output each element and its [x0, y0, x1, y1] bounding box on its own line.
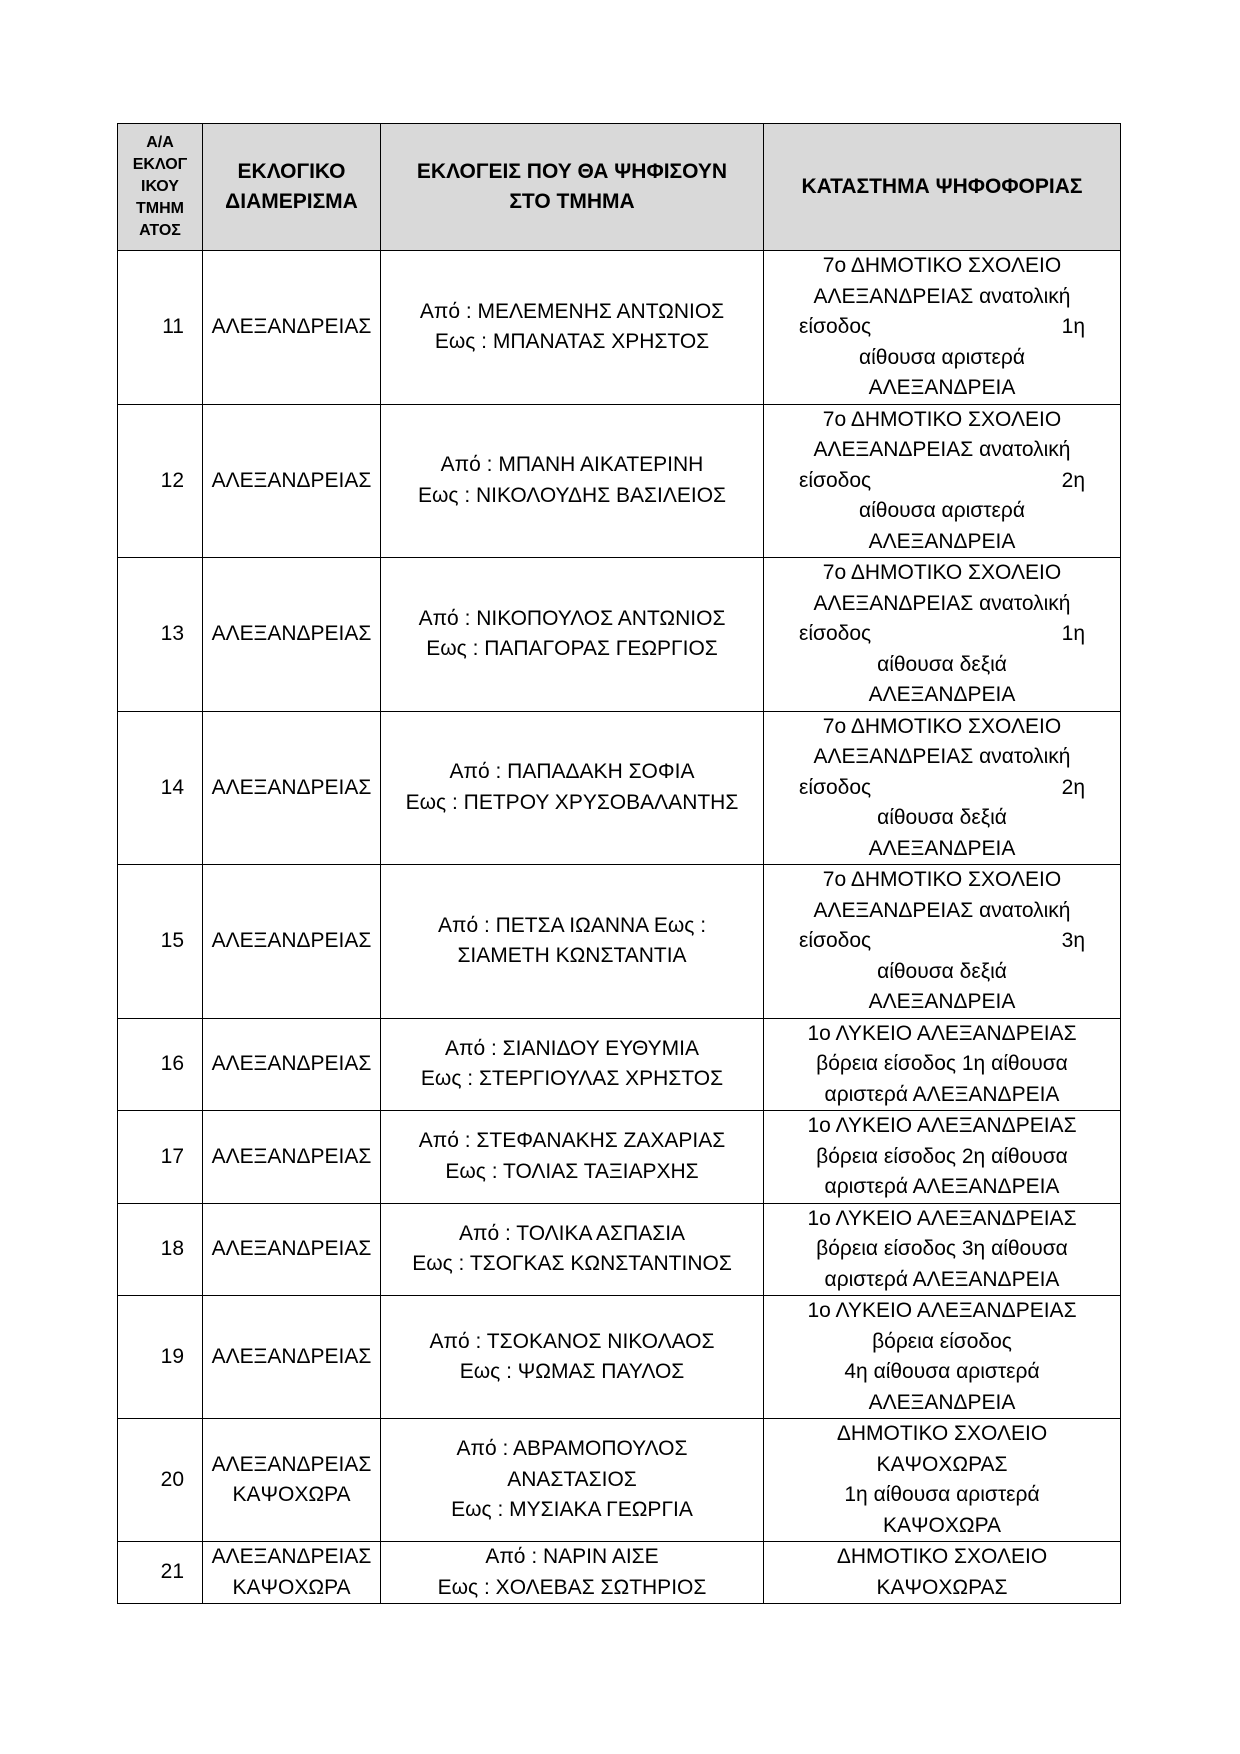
cell-line: 4η αίθουσα αριστερά: [844, 1360, 1040, 1383]
cell-line: ΑΛΕΞΑΝΔΡΕΙΑΣ: [211, 1344, 372, 1368]
cell-line: ΣΤΟ ΤΜΗΜΑ: [509, 190, 635, 213]
table-row: [118, 1419, 1121, 1542]
cell-station: [764, 1419, 1121, 1542]
header-aa: [118, 124, 203, 251]
cell-station: [764, 711, 1121, 865]
cell-district: [203, 711, 381, 865]
cell-line: ΑΛΕΞΑΝΔΡΕΙΑ: [868, 529, 1016, 553]
cell-line: Από : ΤΣΟΚΑΝΟΣ ΝΙΚΟΛΑΟΣ: [429, 1329, 715, 1353]
cell-district: [203, 404, 381, 558]
cell-line: Από : ΤΟΛΙΚΑ ΑΣΠΑΣΙΑ: [458, 1221, 686, 1245]
cell-line: ΑΝΑΣΤΑΣΙΟΣ: [507, 1467, 637, 1491]
cell-line: ΑΛΕΞΑΝΔΡΕΙΑΣ: [211, 1545, 372, 1568]
cell-district: [203, 1542, 381, 1604]
cell-line-part: 2η: [1061, 775, 1085, 799]
cell-line: ΑΛΕΞΑΝΔΡΕΙΑΣ: [211, 929, 372, 952]
cell-line: 7ο ΔΗΜΟΤΙΚΟ ΣΧΟΛΕΙΟ: [822, 407, 1062, 431]
cell-line: ΚΑΨΟΧΩΡΑ: [232, 1483, 351, 1506]
table-row: [118, 1542, 1121, 1604]
cell-line-part: 3η: [1061, 929, 1085, 952]
cell-line: ΣΙΑΜΕΤΗ ΚΩΝΣΤΑΝΤΙΑ: [457, 944, 687, 968]
cell-line: 7ο ΔΗΜΟΤΙΚΟ ΣΧΟΛΕΙΟ: [822, 868, 1062, 891]
cell-voters: [381, 1018, 764, 1111]
cell-line: 1ο ΛΥΚΕΙΟ ΑΛΕΞΑΝΔΡΕΙΑΣ: [807, 1206, 1077, 1230]
table-row: [118, 1018, 1121, 1111]
header-station: [764, 124, 1121, 251]
cell-section-number: 21: [118, 1542, 203, 1604]
cell-line: 1ο ΛΥΚΕΙΟ ΑΛΕΞΑΝΔΡΕΙΑΣ: [807, 1021, 1077, 1045]
cell-station: [764, 1018, 1121, 1111]
cell-line: ΑΤΟΣ: [139, 222, 181, 239]
cell-line-part: 2η: [1061, 468, 1085, 492]
cell-line: ΕΚΛΟΓ: [132, 156, 188, 173]
cell-voters: [381, 404, 764, 558]
cell-line: ΑΛΕΞΑΝΔΡΕΙΑΣ: [211, 1237, 372, 1260]
cell-voters: [381, 1111, 764, 1204]
cell-line: ΚΑΨΟΧΩΡΑΣ: [876, 1452, 1008, 1476]
cell-line: Εως : ΤΟΛΙΑΣ ΤΑΞΙΑΡΧΗΣ: [445, 1159, 699, 1183]
cell-station: [764, 1203, 1121, 1296]
cell-district: [203, 1111, 381, 1204]
cell-district: [203, 251, 381, 405]
cell-line: ΔΗΜΟΤΙΚΟ ΣΧΟΛΕΙΟ: [836, 1545, 1048, 1568]
cell-line: Από : ΝΑΡΙΝ ΑΙΣΕ: [485, 1545, 659, 1568]
cell-line: Εως : ΝΙΚΟΛΟΥΔΗΣ ΒΑΣΙΛΕΙΟΣ: [417, 483, 727, 507]
cell-line: Εως : ΧΟΛΕΒΑΣ ΣΩΤΗΡΙΟΣ: [437, 1575, 707, 1599]
header-row: [118, 124, 1121, 251]
cell-line: ΚΑΤΑΣΤΗΜΑ ΨΗΦΟΦΟΡΙΑΣ: [801, 175, 1083, 198]
table-row: [118, 1111, 1121, 1204]
cell-line: ΑΛΕΞΑΝΔΡΕΙΑΣ ανατολική: [813, 438, 1071, 461]
cell-station: [764, 251, 1121, 405]
cell-line: [764, 312, 1120, 343]
cell-line: ΔΗΜΟΤΙΚΟ ΣΧΟΛΕΙΟ: [836, 1422, 1048, 1445]
cell-station: [764, 1296, 1121, 1419]
cell-line: Εως : ΠΑΠΑΓΟΡΑΣ ΓΕΩΡΓΙΟΣ: [426, 637, 718, 661]
cell-line: 7ο ΔΗΜΟΤΙΚΟ ΣΧΟΛΕΙΟ: [822, 561, 1062, 584]
cell-line: ΑΛΕΞΑΝΔΡΕΙΑ: [868, 1390, 1016, 1414]
cell-line: Από : ΝΙΚΟΠΟΥΛΟΣ ΑΝΤΩΝΙΟΣ: [418, 606, 726, 630]
cell-line: ΑΛΕΞΑΝΔΡΕΙΑΣ: [211, 1052, 372, 1075]
cell-line: ΕΚΛΟΓΕΙΣ ΠΟΥ ΘΑ ΨΗΦΙΣΟΥΝ: [416, 160, 728, 183]
cell-voters: [381, 1203, 764, 1296]
cell-line: ΑΛΕΞΑΝΔΡΕΙΑΣ: [211, 315, 372, 338]
cell-line: ΑΛΕΞΑΝΔΡΕΙΑΣ ανατολική: [813, 284, 1071, 308]
cell-line-part: είσοδος: [799, 929, 872, 952]
cell-line: 1η αίθουσα αριστερά: [844, 1483, 1040, 1506]
cell-section-number: 14: [118, 711, 203, 865]
cell-line: ΑΛΕΞΑΝΔΡΕΙΑΣ: [211, 1452, 372, 1476]
cell-line: 7ο ΔΗΜΟΤΙΚΟ ΣΧΟΛΕΙΟ: [822, 714, 1062, 738]
cell-line: Εως : ΣΤΕΡΓΙΟΥΛΑΣ ΧΡΗΣΤΟΣ: [420, 1067, 724, 1091]
cell-district: [203, 865, 381, 1019]
cell-line: ΑΛΕΞΑΝΔΡΕΙΑ: [868, 376, 1016, 399]
cell-district: [203, 558, 381, 712]
cell-section-number: 11: [118, 251, 203, 405]
cell-line: ΑΛΕΞΑΝΔΡΕΙΑΣ: [211, 1144, 372, 1168]
table-row: [118, 251, 1121, 405]
table-row: [118, 558, 1121, 712]
cell-line: ΚΑΨΟΧΩΡΑ: [882, 1513, 1002, 1537]
cell-line: Από : ΣΙΑΝΙΔΟΥ ΕΥΘΥΜΙΑ: [444, 1036, 700, 1060]
cell-line: [764, 619, 1120, 650]
cell-station: [764, 1111, 1121, 1204]
table-row: [118, 711, 1121, 865]
cell-section-number: 17: [118, 1111, 203, 1204]
cell-line: Εως : ΜΠΑΝΑΤΑΣ ΧΡΗΣΤΟΣ: [434, 330, 710, 354]
cell-line: Εως : ΨΩΜΑΣ ΠΑΥΛΟΣ: [459, 1360, 685, 1383]
cell-line: Από : ΜΠΑΝΗ ΑΙΚΑΤΕΡΙΝΗ: [440, 453, 704, 477]
cell-line-part: 1η: [1061, 622, 1085, 645]
table-row: [118, 404, 1121, 558]
cell-line: 1ο ΛΥΚΕΙΟ ΑΛΕΞΑΝΔΡΕΙΑΣ: [807, 1114, 1077, 1137]
cell-line: [764, 773, 1120, 804]
cell-district: [203, 1419, 381, 1542]
cell-line: αριστερά ΑΛΕΞΑΝΔΡΕΙΑ: [824, 1082, 1060, 1106]
cell-line: ΑΛΕΞΑΝΔΡΕΙΑ: [868, 683, 1016, 706]
cell-line: Από : ΑΒΡΑΜΟΠΟΥΛΟΣ: [456, 1437, 688, 1461]
cell-district: [203, 1296, 381, 1419]
cell-station: [764, 404, 1121, 558]
cell-line: Από : ΠΕΤΣΑ ΙΩΑΝΝΑ Εως :: [437, 913, 707, 937]
cell-line: ΙΚΟΥ: [141, 178, 179, 195]
cell-line: Εως : ΤΣΟΓΚΑΣ ΚΩΝΣΤΑΝΤΙΝΟΣ: [412, 1252, 732, 1276]
cell-line: ΑΛΕΞΑΝΔΡΕΙΑ: [868, 990, 1016, 1013]
cell-line-part: είσοδος: [799, 775, 872, 799]
cell-station: [764, 558, 1121, 712]
cell-line: βόρεια είσοδος 2η αίθουσα: [816, 1144, 1068, 1168]
cell-voters: [381, 865, 764, 1019]
cell-station: [764, 865, 1121, 1019]
cell-line: βόρεια είσοδος: [872, 1329, 1012, 1353]
cell-section-number: 13: [118, 558, 203, 712]
cell-line: βόρεια είσοδος 3η αίθουσα: [816, 1237, 1068, 1260]
cell-line: βόρεια είσοδος 1η αίθουσα: [816, 1052, 1068, 1075]
cell-line: 7ο ΔΗΜΟΤΙΚΟ ΣΧΟΛΕΙΟ: [822, 254, 1062, 277]
cell-district: [203, 1018, 381, 1111]
cell-line: Α/Α: [146, 134, 174, 151]
cell-line: ΚΑΨΟΧΩΡΑ: [232, 1575, 351, 1599]
cell-section-number: 19: [118, 1296, 203, 1419]
cell-section-number: 12: [118, 404, 203, 558]
cell-line: Από : ΠΑΠΑΔΑΚΗ ΣΟΦΙΑ: [449, 760, 695, 784]
cell-section-number: 15: [118, 865, 203, 1019]
cell-station: [764, 1542, 1121, 1604]
cell-district: [203, 1203, 381, 1296]
cell-line: αριστερά ΑΛΕΞΑΝΔΡΕΙΑ: [824, 1267, 1060, 1291]
cell-line: αριστερά ΑΛΕΞΑΝΔΡΕΙΑ: [824, 1175, 1060, 1198]
cell-line-part: είσοδος: [799, 622, 872, 645]
cell-line: [764, 466, 1120, 497]
polling-stations-table: [117, 123, 1121, 1604]
cell-line-part: 1η: [1061, 315, 1085, 338]
cell-line: Από : ΜΕΛΕΜΕΝΗΣ ΑΝΤΩΝΙΟΣ: [419, 299, 725, 323]
cell-voters: [381, 558, 764, 712]
cell-line: αίθουσα αριστερά: [858, 345, 1026, 369]
cell-section-number: 16: [118, 1018, 203, 1111]
cell-line: ΑΛΕΞΑΝΔΡΕΙΑΣ: [211, 622, 372, 645]
table-body: [118, 251, 1121, 1604]
cell-line: ΑΛΕΞΑΝΔΡΕΙΑ: [868, 836, 1016, 860]
cell-line: Εως : ΜΥΣΙΑΚΑ ΓΕΩΡΓΙΑ: [451, 1498, 693, 1522]
cell-line: ΤΜΗΜ: [136, 200, 184, 217]
cell-line: ΔΙΑΜΕΡΙΣΜΑ: [225, 190, 358, 213]
cell-line: ΑΛΕΞΑΝΔΡΕΙΑΣ ανατολική: [813, 898, 1071, 922]
cell-line: αίθουσα δεξιά: [877, 959, 1007, 983]
table-row: [118, 1296, 1121, 1419]
cell-line-part: είσοδος: [799, 468, 872, 492]
cell-line: Εως : ΠΕΤΡΟΥ ΧΡΥΣΟΒΑΛΑΝΤΗΣ: [405, 790, 739, 814]
cell-line-part: είσοδος: [799, 315, 872, 338]
cell-line: αίθουσα αριστερά: [858, 499, 1026, 522]
cell-voters: [381, 1419, 764, 1542]
header-district: [203, 124, 381, 251]
table-row: [118, 1203, 1121, 1296]
cell-voters: [381, 1542, 764, 1604]
cell-voters: [381, 1296, 764, 1419]
cell-line: ΑΛΕΞΑΝΔΡΕΙΑΣ ανατολική: [813, 591, 1071, 615]
cell-line: ΚΑΨΟΧΩΡΑΣ: [876, 1575, 1008, 1599]
cell-voters: [381, 251, 764, 405]
cell-line: αίθουσα δεξιά: [877, 652, 1007, 676]
cell-line: [764, 926, 1120, 957]
cell-line: ΑΛΕΞΑΝΔΡΕΙΑΣ: [211, 468, 372, 492]
header-voters: [381, 124, 764, 251]
cell-line: ΑΛΕΞΑΝΔΡΕΙΑΣ ανατολική: [813, 745, 1071, 768]
cell-section-number: 20: [118, 1419, 203, 1542]
cell-line: ΕΚΛΟΓΙΚΟ: [237, 160, 346, 183]
cell-section-number: 18: [118, 1203, 203, 1296]
cell-voters: [381, 711, 764, 865]
cell-line: Από : ΣΤΕΦΑΝΑΚΗΣ ΖΑΧΑΡΙΑΣ: [418, 1129, 726, 1153]
cell-line: αίθουσα δεξιά: [877, 806, 1007, 829]
cell-line: ΑΛΕΞΑΝΔΡΕΙΑΣ: [211, 775, 372, 799]
cell-line: 1ο ΛΥΚΕΙΟ ΑΛΕΞΑΝΔΡΕΙΑΣ: [807, 1299, 1077, 1322]
table-row: [118, 865, 1121, 1019]
